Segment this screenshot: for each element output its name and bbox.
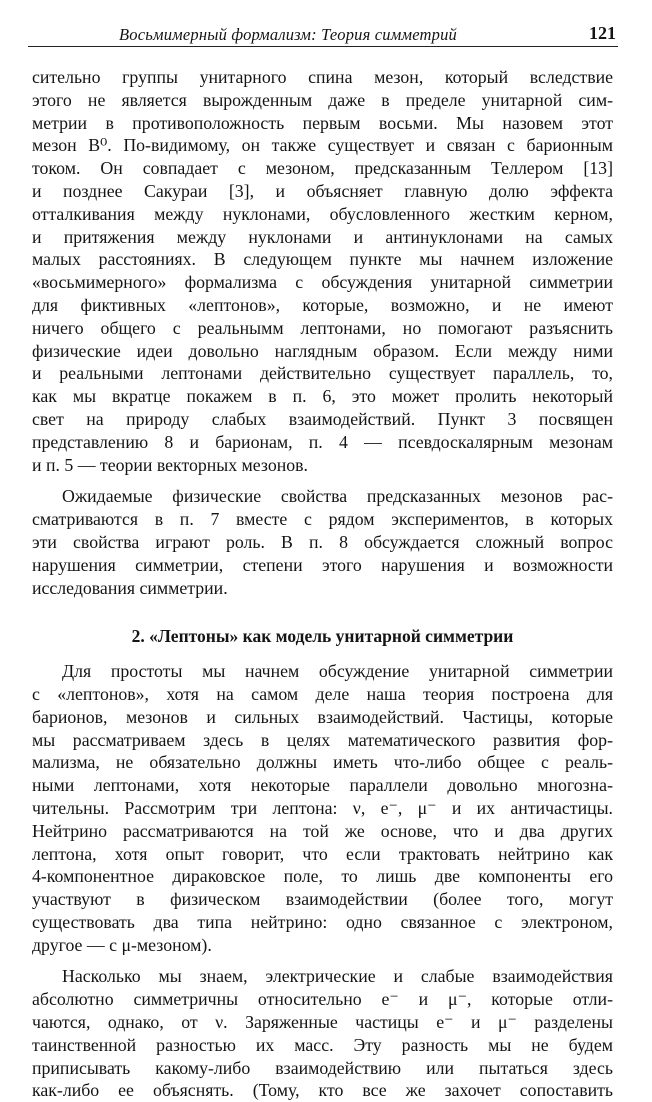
page-number: 121 <box>589 23 616 43</box>
text-line: и реальными лептонами действительно существует параллель, то, <box>32 363 613 384</box>
paragraph-2 <box>32 485 613 599</box>
text-line: ничего общего с реальнымм лептонами, но помогают разъяснить <box>32 317 613 338</box>
text-line: мы рассматриваем здесь в целях математического развития фор- <box>32 729 613 750</box>
text-line: для фиктивных «лептонов», которые, возможно, и не имеют <box>32 294 613 315</box>
text-line: мализма, не обязательно должны иметь что-либо общее с реаль- <box>32 752 613 773</box>
running-header <box>28 22 618 47</box>
text-line: чаются, однако, от ν. Заряженные частицы e⁻ и μ⁻ разделены <box>32 1012 613 1033</box>
text-line: с «лептонов», хотя на самом деле наша теория построена для <box>32 683 613 704</box>
paragraph-4 <box>32 965 613 1102</box>
text-line: свет на природу слабых взаимодействий. Пункт 3 посвящен <box>32 408 613 429</box>
text-line: Нейтрино рассматриваются на той же основе, что и два других <box>32 820 613 841</box>
text-line: током. Он совпадает с мезоном, предсказанным Теллером [13] <box>32 158 613 179</box>
running-title: Восьмимерный формализм: Теория симметрий <box>119 25 457 44</box>
paragraph-1 <box>32 66 613 476</box>
paragraph-3 <box>32 660 613 956</box>
text-line: отталкивания между нуклонами, обусловленного жестким керном, <box>32 203 613 224</box>
text-line: приписывать какому-либо взаимодействию или пытаться здесь <box>32 1057 613 1078</box>
text-line: барионов, мезонов и сильных взаимодействий. Частицы, которые <box>32 706 613 727</box>
text-line: нарушения симметрии, степени этого нарушения и возможности <box>32 554 613 575</box>
section-heading: 2. «Лептоны» как модель унитарной симметрии <box>131 626 514 647</box>
text-line: физические идеи довольно наглядным образом. Если между ними <box>32 340 613 361</box>
text-line: ными лептонами, хотя некоторые параллели довольно многозна- <box>32 775 613 796</box>
body-text <box>32 66 613 1102</box>
text-line: и п. 5 — теории векторных мезонов. <box>32 454 308 475</box>
text-line: мезон B⁰. По-видимому, он также существует и связан с барионным <box>32 135 613 156</box>
text-line: лептона, хотя опыт говорит, что если трактовать нейтрино как <box>32 843 613 864</box>
text-line: чительны. Рассмотрим три лептона: ν, e⁻, μ⁻ и их античастицы. <box>32 797 613 818</box>
text-line: этого не является вырожденным даже в пределе унитарной сим- <box>32 89 613 110</box>
text-line: абсолютно симметричны относительно e⁻ и μ⁻, которые отли- <box>32 989 613 1010</box>
text-line: исследования симметрии. <box>32 577 228 598</box>
text-line: метрии в противоположность первым восьми. Мы назовем этот <box>32 112 613 133</box>
text-line: эти свойства играют роль. В п. 8 обсуждается сложный вопрос <box>32 531 613 552</box>
text-line: 4-компонентное дираковское поле, то лишь две компоненты его <box>32 866 613 887</box>
text-line: Ожидаемые физические свойства предсказанных мезонов рас- <box>62 486 613 507</box>
text-line: участвуют в физическом взаимодействии (более того, могут <box>32 889 613 910</box>
text-line: как мы вкратце покажем в п. 6, это может пролить некоторый <box>32 386 613 407</box>
text-line: «восьмимерного» формализма с обсуждения унитарной симметрии <box>32 272 613 293</box>
text-line: Для простоты мы начнем обсуждение унитарной симметрии <box>62 661 613 682</box>
text-line: существовать два типа нейтрино: одно связанное с электроном, <box>32 911 613 932</box>
text-line: и притяжения между нуклонами и антинуклонами на самых <box>32 226 613 247</box>
text-line: представлению 8 и барионам, п. 4 — псевдоскалярным мезонам <box>32 431 613 452</box>
text-line: другое — с μ-мезоном). <box>32 934 212 955</box>
text-line: малых расстояниях. В следующем пункте мы начнем изложение <box>32 249 613 270</box>
text-line: сительно группы унитарного спина мезон, который вследствие <box>32 67 613 87</box>
text-line: Насколько мы знаем, электрические и слабые взаимодействия <box>62 966 613 987</box>
text-line: и позднее Сакураи [3], и объясняет главную долю эффекта <box>32 180 613 201</box>
text-line: как-либо ее объяснять. (Тому, кто все же захочет сопоставить <box>32 1080 613 1101</box>
text-line: сматриваются в п. 7 вместе с рядом экспериментов, в которых <box>32 509 613 530</box>
text-line: таинственной разностью их масс. Эту разность мы не будем <box>32 1034 613 1055</box>
